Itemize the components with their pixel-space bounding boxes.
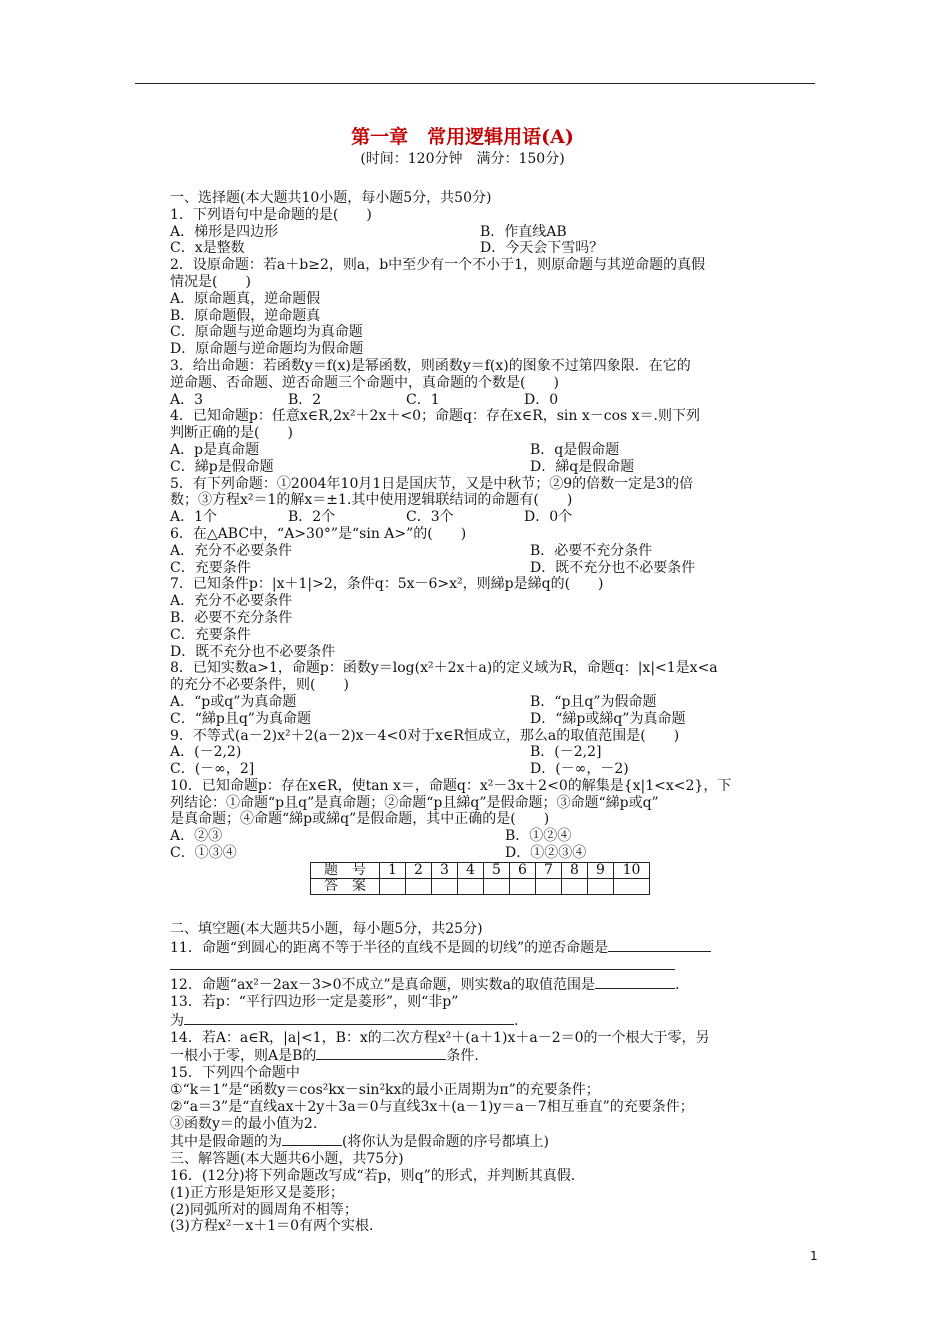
answer-cell[interactable] xyxy=(458,878,484,894)
question-15: 15．下列四个命题中 xyxy=(170,1065,300,1082)
q4-options-row2 xyxy=(170,459,815,476)
q2-option-a: A．原命题真，逆命题假 xyxy=(170,290,321,307)
question-13: 13．若p：“平行四边形一定是菱形”，则“非p” xyxy=(170,994,459,1011)
question-5-line2: 数；③方程x²＝1的解x＝±1.其中使用逻辑联结词的命题有( ) xyxy=(170,492,573,509)
q10-option-c: C．①③④ xyxy=(170,845,237,862)
q5-option-c: C．3个 xyxy=(406,509,454,526)
question-8-line1: 8．已知实数a>1，命题p：函数y＝log(x²＋2x＋a)的定义域为R，命题q：|x|<1是x<a xyxy=(170,660,718,677)
q16-item-3: (3)方程x²－x＋1＝0有两个实根. xyxy=(170,1218,374,1235)
answer-cell[interactable] xyxy=(406,878,432,894)
question-10-line2: 列结论：①命题“p且q”是真命题；②命题“p且綈q”是假命题；③命题“綈p或q” xyxy=(170,794,659,811)
question-11-continuation xyxy=(170,956,815,975)
q7-option-a: A．充分不必要条件 xyxy=(170,593,293,610)
answer-cell[interactable] xyxy=(380,878,406,894)
question-4-line2: 判断正确的是( ) xyxy=(170,425,293,442)
question-10-line3: 是真命题；④命题“綈p或綈q”是假命题，其中正确的是( ) xyxy=(170,811,550,828)
answer-table-num-3: 3 xyxy=(432,862,458,878)
question-6: 6．在△ABC中，“A>30°”是“sin A>”的( ) xyxy=(170,525,467,542)
q6-option-a: A．充分不必要条件 xyxy=(170,542,293,559)
q10-option-b: B．①②④ xyxy=(505,828,572,845)
answer-table-num-1: 1 xyxy=(380,862,406,878)
q5-option-b: B．2个 xyxy=(288,509,336,526)
question-14-line2 xyxy=(170,1046,815,1065)
q2-option-b: B．原命题假，逆命题真 xyxy=(170,307,321,324)
q14-text: 一根小于零，则A是B的 xyxy=(170,1048,317,1065)
q1-option-a: A．梯形是四边形 xyxy=(170,223,279,240)
q10-options-row2 xyxy=(170,845,815,862)
q15-text: 其中是假命题的为 xyxy=(170,1134,282,1151)
question-16: 16．(12分)将下列命题改写成“若p，则q”的形式，并判断其真假. xyxy=(170,1168,576,1185)
q1-option-c: C．x是整数 xyxy=(170,240,245,257)
q4-option-a: A．p是真命题 xyxy=(170,441,260,458)
question-12-text: 12．命题“ax²－2ax－3>0不成立”是真命题，则实数a的取值范围是 xyxy=(170,977,596,994)
q15-hint: (将你认为是假命题的序号都填上) xyxy=(342,1134,549,1151)
q8-option-c: C．“綈p且q”为真命题 xyxy=(170,710,311,727)
q13-blank[interactable] xyxy=(184,1011,514,1025)
answer-table xyxy=(310,862,650,895)
q9-option-c: C．(－∞，2] xyxy=(170,761,255,778)
answer-cell[interactable] xyxy=(562,878,588,894)
q8-options-row2 xyxy=(170,711,815,728)
q6-option-d: D．既不充分也不必要条件 xyxy=(530,559,696,576)
question-3-line2: 逆命题、否命题、逆否命题三个命题中，真命题的个数是( ) xyxy=(170,374,559,391)
q2-option-c: C．原命题与逆命题均为真命题 xyxy=(170,324,363,341)
q4-option-d: D．綈q是假命题 xyxy=(530,458,635,475)
question-14-line1: 14．若A：a∈R，|a|<1，B：x的二次方程x²＋(a＋1)x＋a－2＝0的一个根大于零，另 xyxy=(170,1029,710,1046)
q9-option-b: B．(－2,2] xyxy=(530,744,602,761)
q13-prefix: 为 xyxy=(170,1012,184,1029)
answer-cell[interactable] xyxy=(614,878,650,894)
question-3-line1: 3．给出命题：若函数y＝f(x)是幂函数，则函数y＝f(x)的图象不过第四象限．在它的 xyxy=(170,357,691,374)
q15-blank[interactable] xyxy=(282,1132,342,1146)
q9-option-a: A．(－2,2) xyxy=(170,744,242,761)
page-subtitle: (时间：120分钟 满分：150分) xyxy=(360,151,565,167)
q4-option-c: C．綈p是假命题 xyxy=(170,458,274,475)
section-1-heading: 一、选择题(本大题共10小题，每小题5分，共50分) xyxy=(170,190,492,206)
q3-option-a: A．3 xyxy=(170,391,204,408)
q8-options-row1 xyxy=(170,694,815,711)
question-2-line2: 情况是( ) xyxy=(170,273,251,290)
q6-option-c: C．充要条件 xyxy=(170,559,251,576)
q10-option-a: A．②③ xyxy=(170,828,223,845)
q3-options xyxy=(170,392,815,409)
q10-option-d: D．①②③④ xyxy=(505,845,587,862)
q14-blank[interactable] xyxy=(316,1046,446,1060)
question-8-line2: 的充分不必要条件，则( ) xyxy=(170,677,349,694)
q5-option-d: D．0个 xyxy=(524,509,573,526)
q8-option-d: D．“綈p或綈q”为真命题 xyxy=(530,710,686,727)
q4-option-b: B．q是假命题 xyxy=(530,441,620,458)
page-number: 1 xyxy=(810,1249,818,1263)
q1-option-d: D．今天会下雪吗？ xyxy=(480,240,604,257)
question-10-line1: 10．已知命题p：存在x∈R，使tan x＝，命题q：x²－3x＋2<0的解集是{x|1<x<2}，下 xyxy=(170,777,732,794)
answer-cell[interactable] xyxy=(536,878,562,894)
question-9: 9．不等式(a－2)x²＋2(a－2)x－4<0对于x∈R恒成立，那么a的取值范围是( ) xyxy=(170,727,680,744)
q10-options-row1 xyxy=(170,828,815,845)
answer-table-header-label: 题 号 xyxy=(311,862,380,878)
q12-blank[interactable] xyxy=(595,975,675,989)
q5-options xyxy=(170,509,815,526)
q15-statement-2: ②“a＝3”是“直线ax＋2y＋3a＝0与直线3x＋(a－1)y＝a－7相互垂直”的充要条件； xyxy=(170,1098,694,1115)
q6-option-b: B．必要不充分条件 xyxy=(530,542,653,559)
question-1: 1．下列语句中是命题的是( ) xyxy=(170,206,372,223)
answer-table-answer-row xyxy=(311,878,650,894)
answer-table-header-row xyxy=(311,862,650,878)
question-11 xyxy=(170,938,815,957)
question-12 xyxy=(170,975,815,994)
q1-options-row2 xyxy=(170,240,815,257)
q13-period: . xyxy=(514,1012,519,1029)
answer-table-num-9: 9 xyxy=(588,862,614,878)
q15-statement-1: ①“k＝1”是“函数y＝cos²kx－sin²kx的最小正周期为π”的充要条件； xyxy=(170,1082,600,1099)
q5-option-a: A．1个 xyxy=(170,509,218,526)
answer-table-num-2: 2 xyxy=(406,862,432,878)
document-page xyxy=(170,124,815,1235)
q16-item-1: (1)正方形是矩形又是菱形； xyxy=(170,1184,344,1201)
q4-options-row1 xyxy=(170,442,815,459)
answer-table-num-5: 5 xyxy=(484,862,510,878)
q9-options-row1 xyxy=(170,744,815,761)
section-3-heading: 三、解答题(本大题共6小题，共75分) xyxy=(170,1151,404,1168)
answer-table-num-8: 8 xyxy=(562,862,588,878)
question-5-line1: 5．有下列命题：①2004年10月1日是国庆节，又是中秋节；②9的倍数一定是3的倍 xyxy=(170,475,694,492)
q8-option-b: B．“p且q”为假命题 xyxy=(530,693,657,710)
section-2-heading: 二、填空题(本大题共5小题，每小题5分，共25分) xyxy=(170,920,483,937)
q11-blank[interactable] xyxy=(608,938,711,952)
answer-table-num-4: 4 xyxy=(458,862,484,878)
q1-option-b: B．作直线AB xyxy=(480,223,567,240)
answer-cell[interactable] xyxy=(432,878,458,894)
question-7: 7．已知条件p：|x＋1|>2，条件q：5x－6>x²，则綈p是綈q的( ) xyxy=(170,576,604,593)
q7-option-b: B．必要不充分条件 xyxy=(170,609,293,626)
answer-table-num-7: 7 xyxy=(536,862,562,878)
question-2-line1: 2．设原命题：若a＋b≥2，则a，b中至少有一个不小于1，则原命题与其逆命题的真假 xyxy=(170,257,706,274)
header-rule xyxy=(135,83,815,84)
q15-statement-3: ③函数y＝的最小值为2. xyxy=(170,1115,318,1132)
page-title: 第一章 常用逻辑用语(A) xyxy=(351,126,574,148)
q1-options-row1 xyxy=(170,224,815,241)
answer-cell[interactable] xyxy=(484,878,510,894)
answer-table-answer-label: 答 案 xyxy=(311,878,380,894)
q12-period: . xyxy=(675,977,680,994)
q3-option-c: C．1 xyxy=(406,391,440,408)
question-13-continuation xyxy=(170,1011,815,1030)
answer-cell[interactable] xyxy=(588,878,614,894)
answer-cell[interactable] xyxy=(510,878,536,894)
q16-item-2: (2)同弧所对的圆周角不相等； xyxy=(170,1201,358,1218)
answer-table-num-6: 6 xyxy=(510,862,536,878)
q14-suffix: 条件. xyxy=(446,1048,479,1065)
q11-blank-line2[interactable] xyxy=(170,956,675,970)
q7-option-d: D．既不充分也不必要条件 xyxy=(170,643,336,660)
question-4-line1: 4．已知命题p：任意x∈R,2x²＋2x＋<0；命题q：存在x∈R，sin x－cos x＝.则下列 xyxy=(170,408,701,425)
q6-options-row2 xyxy=(170,560,815,577)
q2-option-d: D．原命题与逆命题均为假命题 xyxy=(170,341,364,358)
question-11-text: 11．命题“到圆心的距离不等于半径的直线不是圆的切线”的逆否命题是 xyxy=(170,939,609,956)
q9-option-d: D．(－∞，－2) xyxy=(530,761,629,778)
q3-option-d: D．0 xyxy=(524,391,559,408)
q3-option-b: B．2 xyxy=(288,391,322,408)
q8-option-a: A．“p或q”为真命题 xyxy=(170,693,297,710)
q6-options-row1 xyxy=(170,543,815,560)
q15-answer-line xyxy=(170,1132,815,1151)
q7-option-c: C．充要条件 xyxy=(170,626,251,643)
q9-options-row2 xyxy=(170,761,815,778)
answer-table-num-10: 10 xyxy=(614,862,650,878)
